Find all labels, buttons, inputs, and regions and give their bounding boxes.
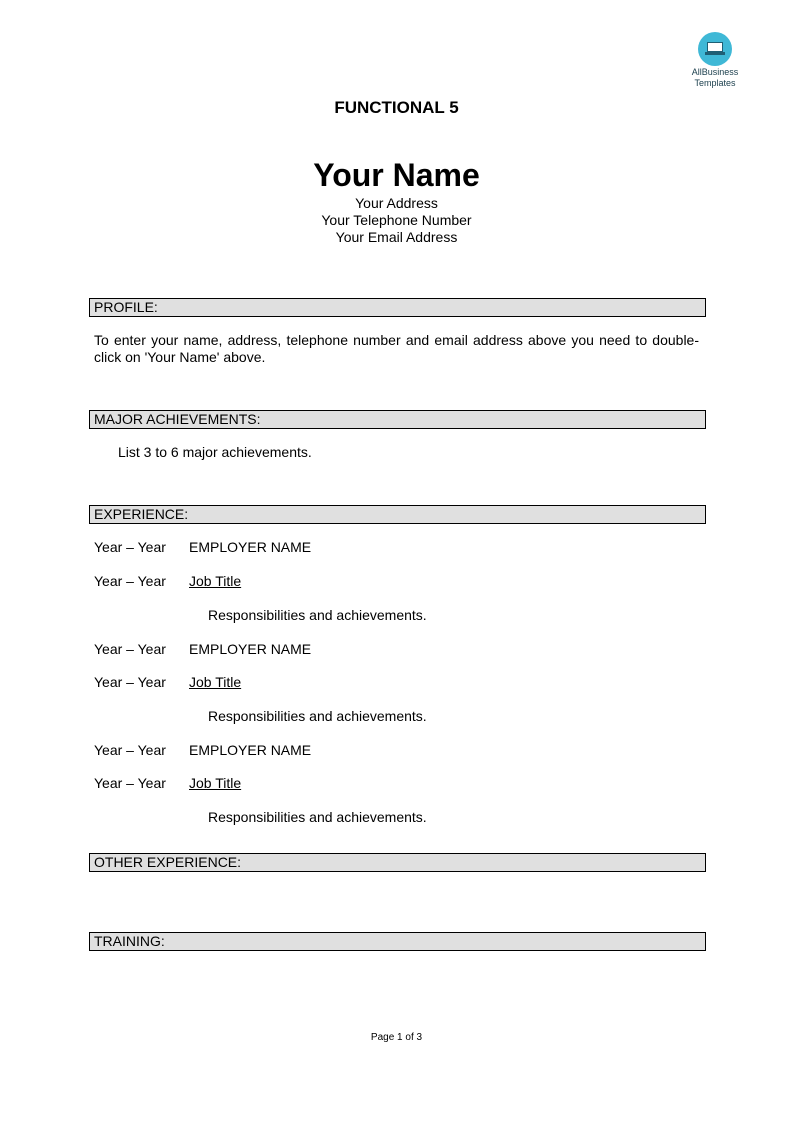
email-line: Your Email Address — [335, 229, 458, 245]
address-line: Your Address — [355, 195, 438, 211]
experience-1-employer: EMPLOYER NAME — [189, 539, 312, 555]
experience-3-years: Year – Year — [94, 742, 166, 758]
experience-3-responsibilities: Responsibilities and achievements. — [208, 809, 427, 825]
training-section-header: TRAINING: — [89, 932, 706, 951]
experience-3-job-title: Job Title — [189, 775, 242, 791]
experience-1-responsibilities: Responsibilities and achievements. — [208, 607, 427, 623]
allbusiness-logo — [680, 32, 750, 88]
experience-3-job-years: Year – Year — [94, 775, 166, 791]
experience-3-employer: EMPLOYER NAME — [189, 742, 312, 758]
experience-2-job-title: Job Title — [189, 674, 242, 690]
resume-name: Your Name — [313, 157, 480, 193]
experience-2-years: Year – Year — [94, 641, 166, 657]
profile-section-header: PROFILE: — [89, 298, 706, 317]
experience-2-job-years: Year – Year — [94, 674, 166, 690]
achievements-section-header: MAJOR ACHIEVEMENTS: — [89, 410, 706, 429]
experience-1-job-years: Year – Year — [94, 573, 166, 589]
page-number: Page 1 of 3 — [370, 1032, 423, 1043]
other-experience-section-header: OTHER EXPERIENCE: — [89, 853, 706, 872]
experience-1-job-title: Job Title — [189, 573, 242, 589]
laptop-icon — [698, 32, 732, 66]
profile-text: To enter your name, address, telephone number and email address above you need to double-click on 'Your Name' above. — [94, 332, 699, 365]
achievements-text: List 3 to 6 major achievements. — [118, 444, 312, 460]
experience-2-employer: EMPLOYER NAME — [189, 641, 312, 657]
logo-text-line1: AllBusiness — [691, 67, 739, 77]
experience-2-responsibilities: Responsibilities and achievements. — [208, 708, 427, 724]
experience-section-header: EXPERIENCE: — [89, 505, 706, 524]
telephone-line: Your Telephone Number — [321, 212, 472, 228]
experience-1-years: Year – Year — [94, 539, 166, 555]
document-title: FUNCTIONAL 5 — [334, 98, 459, 117]
logo-text-line2: Templates — [694, 78, 736, 88]
